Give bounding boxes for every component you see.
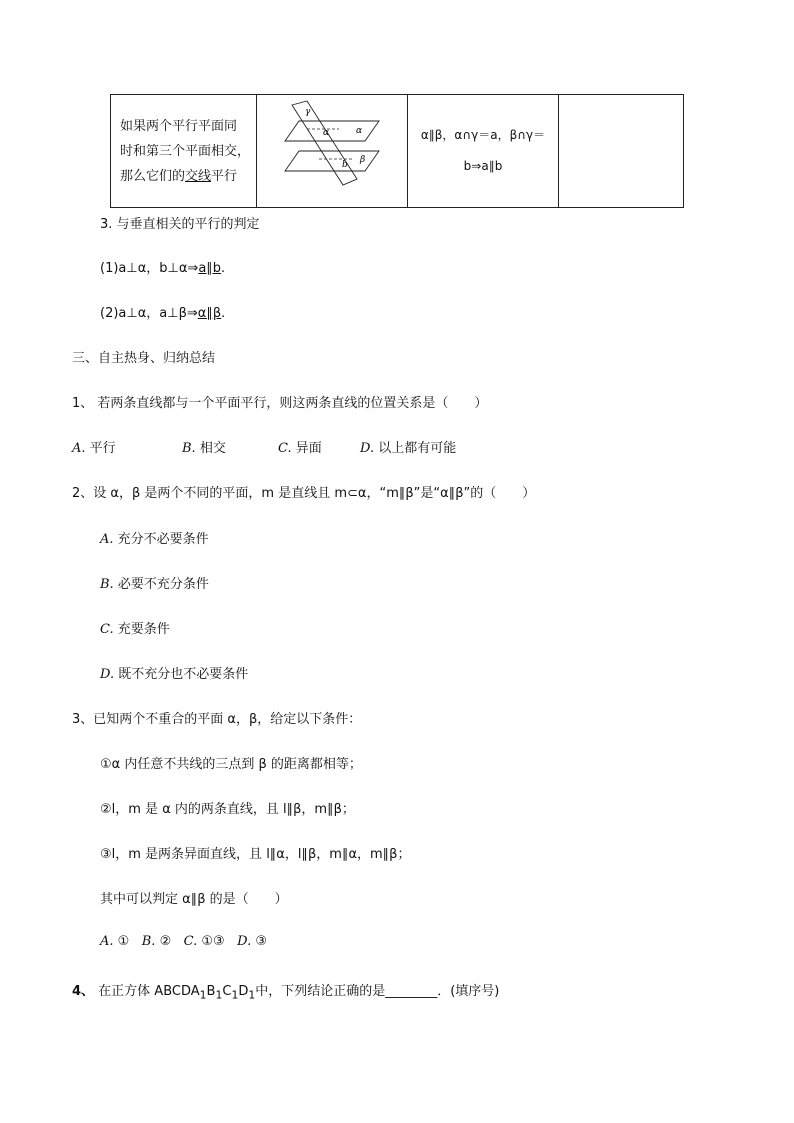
q3-condition-1: ①α 内任意不共线的三点到 β 的距离都相等； <box>100 757 362 772</box>
q2-option-a: A. 充分不必要条件 <box>100 532 209 547</box>
q1-option-d: D. 以上都有可能 <box>360 441 457 456</box>
q1-option-a: A. 平行 <box>72 441 116 456</box>
q3-condition-2: ②l，m 是 α 内的两条直线，且 l∥β，m∥β； <box>100 802 355 817</box>
perp-item-1-answer: a∥b <box>198 261 222 276</box>
perp-section-heading: 3. 与垂直相关的平行的判定 <box>100 217 260 232</box>
q3-condition-3: ③l，m 是两条异面直线，且 l∥α，l∥β，m∥α，m∥β； <box>100 847 411 862</box>
q2-option-c: C. 充要条件 <box>100 622 170 637</box>
q3-stem: 3、已知两个不重合的平面 α，β，给定以下条件： <box>72 712 362 727</box>
q1-option-b: B. 相交 <box>182 441 226 456</box>
q2-option-b: B. 必要不充分条件 <box>100 577 209 592</box>
perp-item-2: (2)a⊥α，a⊥β⇒α∥β. <box>100 306 226 321</box>
label-alpha-plane: α <box>356 126 363 136</box>
perp-item-1: (1)a⊥α，b⊥α⇒a∥b. <box>100 261 226 276</box>
symbolic-line-2: b⇒a∥b <box>463 159 503 173</box>
q4-stem: 4、 在正方体 $ABCDA_1B_1C_1D_1$中，下列结论正确的是________．(填序号) <box>72 984 500 1002</box>
statement-line-3: 那么它们的交线平行 <box>120 168 238 184</box>
plane-intersection-figure <box>257 95 407 203</box>
theorem-table <box>110 94 684 208</box>
q1-option-c: C. 异面 <box>278 441 322 456</box>
symbolic-line-1: α∥β，α∩γ＝a，β∩γ＝ <box>420 128 546 142</box>
theorem-figure-cell <box>257 95 408 208</box>
q1-stem: 1、 若两条直线都与一个平面平行，则这两条直线的位置关系是（ ） <box>72 396 488 411</box>
alpha-plane <box>285 121 379 141</box>
q2-option-d: D. 既不充分也不必要条件 <box>100 667 249 682</box>
label-beta: β <box>360 155 366 165</box>
label-gamma: γ <box>305 107 311 117</box>
label-b: b <box>342 160 348 170</box>
q3-options: A. ① B. ② C. ①③ D. ③ <box>100 934 267 949</box>
theorem-symbolic-cell <box>408 95 559 208</box>
label-alpha-upper: α <box>323 128 330 138</box>
statement-line-1: 如果两个平行平面同 <box>120 118 238 134</box>
perp-item-2-answer: α∥β <box>197 306 222 321</box>
theorem-statement-cell <box>111 95 257 208</box>
gamma-plane <box>292 101 357 185</box>
section-three-title: 三、自主热身、归纳总结 <box>72 351 216 366</box>
underlined-term: 交线 <box>185 168 212 184</box>
theorem-empty-cell <box>559 95 684 208</box>
statement-line-2: 时和第三个平面相交， <box>120 143 251 159</box>
q3-question: 其中可以判定 α∥β 的是（ ） <box>100 892 288 907</box>
q2-stem: 2、设 α，β 是两个不同的平面，m 是直线且 m⊂α，“m∥β”是“α∥β”的（ ） <box>72 486 536 501</box>
